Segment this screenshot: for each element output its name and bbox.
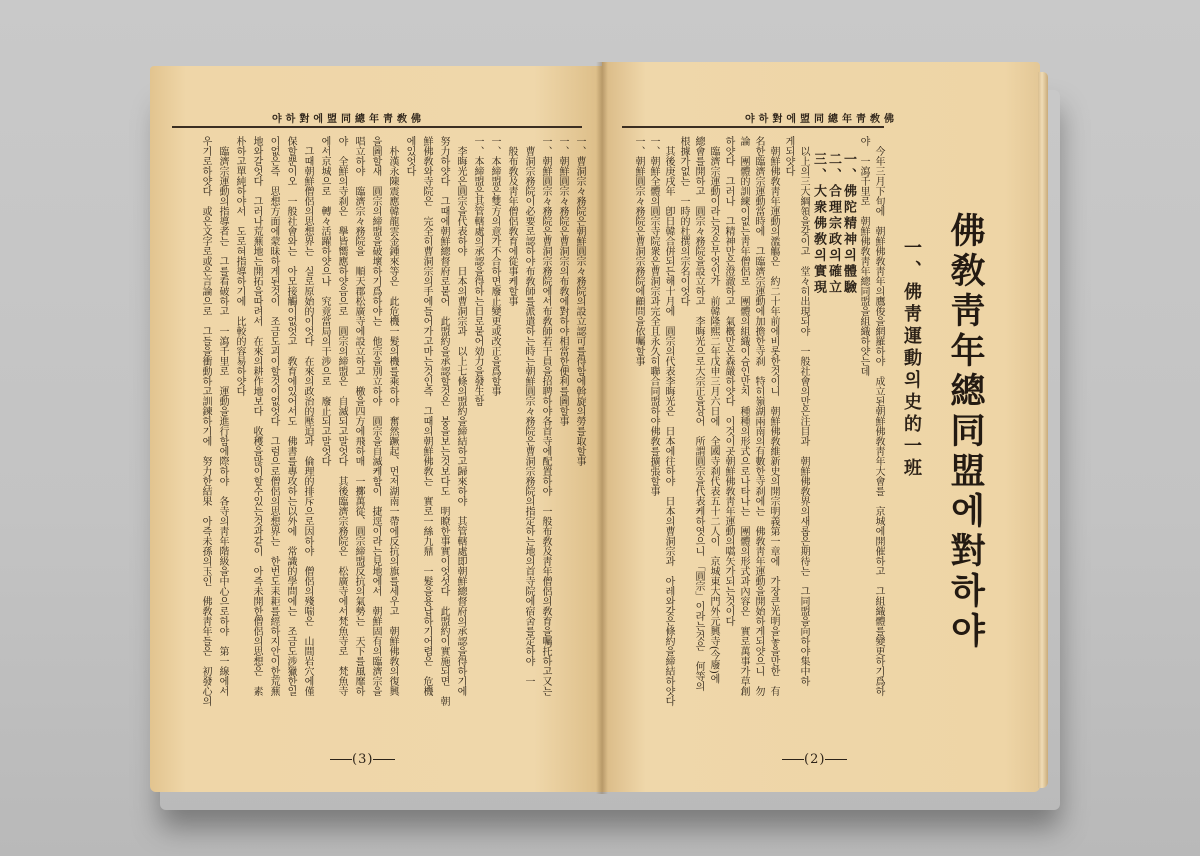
left-page-text	[197, 136, 588, 738]
text-column: 一、朝鮮圓宗々務院은曹洞宗務院에서布敎師若干員을招聘하야各首寺에配置하야 一般布敎及靑年僧侶의敎育을囑托하고又는	[540, 136, 551, 696]
dash	[782, 759, 804, 761]
text-column: 論 團體的訓練이없는靑年僧侶로 團體의組織이슴인만치 種種의形式으로나타나는 團體의形式과內容은 實로萬事가草創	[738, 136, 749, 696]
text-column: 地와갈엇다 그러나荒蕪地는開拓을따려서 在來의耕作地보다 收穫을많이할수있는것과같이 아즉未開한僧侶의思想은 素	[251, 136, 262, 696]
text-column: 保할뿐이오 一般社會와는 아모接觸이없엇고 敎育에있어서도 佛書를專攻하는以外에 常識的學問에는 조금도涉獵한일	[285, 136, 296, 696]
page-number-value: 3	[358, 752, 368, 767]
text-column: 其後庚戌年 卽日韓合倂되든해十月에 圓宗의代表李晦光은 日本에往하야 日本의曹洞宗과 아레와갖은條約을締結하얏다	[663, 136, 674, 706]
text-column: 臨濟宗運動의指導者는 그를看破하고 一瀉千里로 運動을進行함에際하야 各寺의靑年階級을中心으로하야 第一線에서	[217, 136, 228, 696]
platform-item: 三、大衆佛敎의實現	[811, 136, 826, 296]
article-title: 佛敎靑年總同盟에對하야	[945, 212, 986, 652]
text-column: 이없은즉 思想方面에蒙昧하게된것이 조금도괴이할것이없엇다 그럼으로僧侶의思想界는 한번도耒耟를經하지안이한荒蕪	[268, 136, 279, 696]
text-column: 名한臨濟宗運動當時에 그臨濟宗運動에加擔한寺刹 特히嶺湖兩南의有數한寺刹에는 佛敎靑年運動을開始하게되얏으니 勿	[753, 136, 764, 696]
section-heading: 一、佛靑運動의史的一班	[901, 238, 922, 480]
book-gutter	[596, 62, 608, 794]
text-column: 曹洞宗務院이必要로認하야布敎師를派遣하는時는朝鮮圓宗々務院은曹洞宗務院의指定하는地의首寺院에宿舍를定하야 一	[523, 136, 534, 686]
text-column: 根據가없는 一時的杜撰의宗名이엇다	[678, 136, 689, 306]
text-column: 야 一瀉千里로 朝鮮佛敎靑年總同盟을組織하얏는데	[858, 136, 869, 376]
right-page-number: (2)	[782, 752, 847, 767]
text-column: 朴하고單純하야서 도로혀指導하기에 比較的容易하얏다	[234, 136, 245, 396]
text-column: 一、本締盟은其管轄處의承認을得하는日로붙어効力을發生함	[472, 136, 483, 406]
dash	[330, 759, 352, 761]
text-column: 李晦光은圓宗을代表하야 日本의曹洞宗과 以上七條의盟約을締結하고歸來하야 其管轄處即朝鮮總督府의承認을得하기에	[455, 136, 466, 696]
text-column: 一、朝鮮全體의圓宗寺院衆은曹洞宗과完全且永久히聯合同盟하야佛敎를擴張할事	[648, 136, 659, 496]
dash	[825, 759, 847, 761]
platform-item: 一、佛陀精神의體驗	[841, 136, 856, 296]
text-column: 努力하얏다 그때에朝鮮總督府로붙어 此盟約을承認할것은 붕을보는것보다도 明瞭한事實이엇섯다 此盟約이實施되면 朝	[438, 136, 449, 706]
text-column: 一、朝鮮圓宗々務院은曹洞宗務院에顧問을依囑할事	[633, 136, 644, 366]
text-column: 에서京城으로 轉々活躍하얏으나 究竟當局의干涉으로 廢止되고말엇다	[319, 136, 330, 466]
text-column: 總會를開하고 圓宗々務院을設立하고 李晦光으로大宗正을삼어 所謂圓宗을代表케하엿으니 「圓宗」이라는것은 何等의	[693, 136, 704, 691]
text-column: 以上의三大綱領을갖이고 堂々히出現되야 一般社會의만은注目과 朝鮮佛敎界의새롭은期待는 그同盟을向하야集中하	[798, 136, 809, 686]
text-column: 臨濟宗運動이라는것은무엇인가 前韓隆熙二年戊申三月六日에 全國寺刹代表五十二人이 京城東大門外元興寺(今廢)에	[708, 136, 719, 684]
left-running-header: 佛敎靑年總同盟에對하야	[272, 114, 425, 125]
left-header-rule	[172, 126, 582, 128]
text-column: 唱立하야 臨濟宗々務院을 順天郡松廣寺에設立하고 檄을四方에飛하매 一擲萬從、圓宗締盟反抗의氣勢는 天下를風靡하	[353, 136, 364, 696]
left-page-number: (3)	[330, 752, 395, 767]
text-column: 에있엇다	[404, 136, 415, 176]
text-column: 朝鮮佛敎靑年運動의濫觴은 約二十年前에비롯한것이니 朝鮮佛敎維新史의開宗明義第一章에 가장큰光明을놓을만한 有	[768, 136, 779, 696]
text-column: 게되얏다	[783, 136, 794, 176]
text-column: 朴漢永陳震應韓龍雲金鍾來等은 此危機一髮의機를乘하야 奮然蹶起、먼저湖南一帶에反抗의旗를세우고 朝鮮佛敎의復興	[387, 136, 398, 696]
page-number-value: 2	[810, 752, 820, 767]
text-column: 一、曹洞宗々務院은朝鮮圓宗々務院의設立認可를得함에斡旋의勞를取할事	[574, 136, 585, 466]
text-column: 우기로하얏다 或은文字로或은言論으로 그들을衝動하고訓鍊하기에 努力한結果 아즉未孫의玉인 佛敎靑年들은 初發心의	[200, 136, 211, 706]
platform-item: 二、合理宗政의確立	[826, 136, 841, 296]
page-edge	[1038, 72, 1048, 788]
text-column: 般布敎及靑年僧侶敎育에從事케할事	[506, 136, 517, 306]
text-column: 하얏다 그러나 그精神만은澄澈하고 氣槪만은森嚴하얏다 이것이곳朝鮮佛敎靑年運動의嚆矢가되는것이다	[723, 136, 734, 626]
text-column: 一、朝鮮圓宗々務院은曹洞宗의布敎에對하야相當한便利를圖할事	[557, 136, 568, 426]
dash	[373, 759, 395, 761]
text-column: 今年三月下旬에 朝鮮佛敎靑年의鷹俊을網羅하야 成立된朝鮮佛敎靑年大會를 京城에開催하고 그組織體를變更하기爲하	[873, 136, 884, 696]
text-column: 鮮佛敎와寺院은 完全히曹洞宗의手에들어가고마는것인즉 그때의朝鮮佛敎는 實로一絲九鼎 一髮을용납하기어렵은 危機	[421, 136, 432, 696]
text-column: 야 全鮮의寺刹은 擧皆嚮應하얏음으로 圓宗의締盟은 自滅되고말엇다 其後臨濟宗務院은 松廣寺에서梵魚寺로 梵魚寺	[336, 136, 347, 696]
text-column: 그때朝鮮僧侶의思想界는 실로原始的이엇다 在來의政治的壓迫과 倫理的排斥으로因하야 僧侶의殘喘은 山間岩穴에僅	[302, 136, 313, 696]
right-running-header: 佛敎靑年總同盟에對하야	[745, 114, 898, 125]
text-column: 을圖할새 圓宗의締盟을破壞하기爲하야는 他宗을別立하야 圓宗을自滅케함이 捷逕이라는見地에서 朝鮮固有의臨濟宗을	[370, 136, 381, 696]
text-column: 一、本締盟은雙方의意가不合하면廢止變更或改正을爲할事	[489, 136, 500, 396]
right-page-text	[631, 136, 886, 738]
right-header-rule	[622, 126, 884, 128]
